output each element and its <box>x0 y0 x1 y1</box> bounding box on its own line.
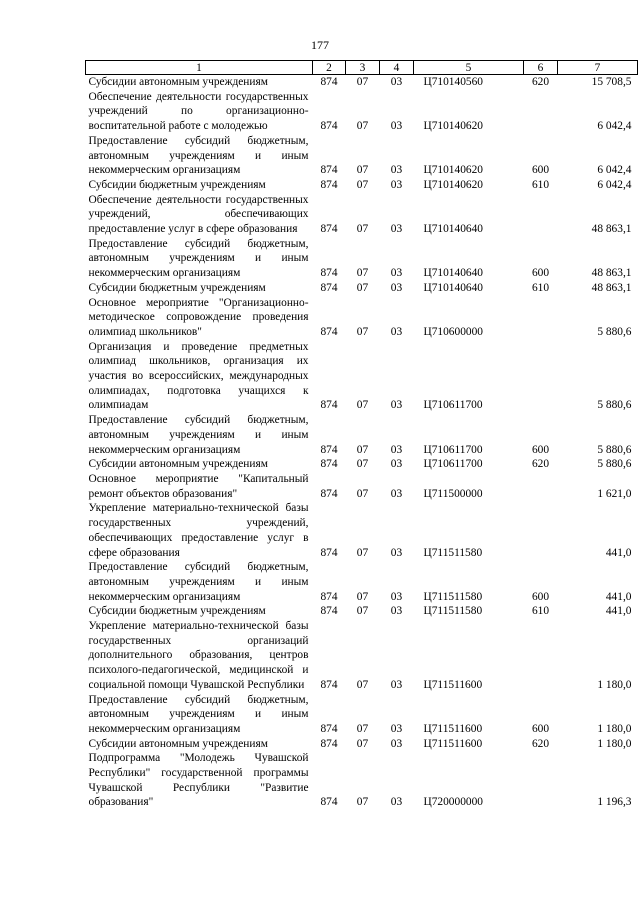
row-name: Субсидии автономным учреждениям <box>88 76 268 88</box>
row-ved: 874 <box>320 590 338 603</box>
row-pr: 03 <box>390 325 403 338</box>
table-row <box>86 604 638 619</box>
row-pr: 03 <box>390 281 403 294</box>
row-name: Обеспечение деятельности государственных учреждений по организационно-воспитательной работе с молодежью <box>88 90 309 133</box>
row-ved: 874 <box>320 722 338 735</box>
table-row <box>86 90 638 134</box>
row-name: Предоставление субсидий бюджетным, автономным учреждениям и иным некоммерческим организациям <box>88 693 309 735</box>
row-rz: 07 <box>356 487 369 500</box>
row-ved: 874 <box>320 267 338 280</box>
table-row <box>86 193 638 237</box>
row-csr: Ц711511600 <box>423 737 483 750</box>
row-name: Субсидии автономным учреждениям <box>88 737 268 750</box>
table-row <box>86 560 638 604</box>
row-vr: 600 <box>531 590 550 603</box>
row-amount: 1 621,0 <box>597 487 632 500</box>
table-row <box>86 751 638 810</box>
row-pr: 03 <box>390 487 403 500</box>
table-row <box>86 134 638 178</box>
table-row <box>86 413 638 457</box>
row-name: Обеспечение деятельности государственных учреждений, обеспечивающих предоставление услуг в сфере образования <box>88 193 309 236</box>
row-amount: 1 180,0 <box>597 722 632 735</box>
row-name: Предоставление субсидий бюджетным, автономным учреждениям и иным некоммерческим организациям <box>88 237 309 280</box>
row-vr: 600 <box>531 164 550 177</box>
row-name: Субсидии бюджетным учреждениям <box>88 605 266 618</box>
row-vr <box>524 340 558 414</box>
row-name: Укрепление материально-технической базы государственных организаций дополнительного образования, центров психолого-педагогической, медицинской и социальной помощи Чувашской Республики <box>88 620 309 691</box>
row-amount: 48 863,1 <box>591 223 632 236</box>
row-amount: 6 042,4 <box>597 178 632 191</box>
row-ved: 874 <box>320 325 338 338</box>
table-row <box>86 457 638 472</box>
row-vr: 610 <box>531 281 550 294</box>
row-amount: 5 880,6 <box>597 458 632 471</box>
header-row <box>86 61 638 75</box>
row-rz: 07 <box>356 722 369 735</box>
row-csr: Ц711500000 <box>423 487 483 500</box>
row-pr: 03 <box>390 590 403 603</box>
row-rz: 07 <box>356 546 369 559</box>
row-amount: 5 880,6 <box>597 443 632 456</box>
row-pr: 03 <box>390 678 403 691</box>
row-ved: 874 <box>320 678 338 691</box>
row-rz: 07 <box>356 76 369 88</box>
row-name: Основное мероприятие "Организационно-методическое сопровождение проведения олимпиад школьников" <box>88 296 309 338</box>
row-csr: Ц711511580 <box>423 546 483 559</box>
row-name: Субсидии бюджетным учреждениям <box>88 178 266 191</box>
table-body <box>86 75 638 811</box>
row-csr: Ц710140640 <box>423 281 483 294</box>
header-col-2: 2 <box>313 61 346 75</box>
row-name: Укрепление материально-технической базы государственных учреждений, обеспечивающих предоставление услуг в сфере образования <box>88 502 309 559</box>
table-row <box>86 737 638 752</box>
table-row <box>86 501 638 560</box>
row-rz: 07 <box>356 223 369 236</box>
row-pr: 03 <box>390 178 403 191</box>
row-csr: Ц711511600 <box>423 678 483 691</box>
row-ved: 874 <box>320 605 338 618</box>
row-pr: 03 <box>390 164 403 177</box>
row-csr: Ц710611700 <box>423 399 483 412</box>
row-csr: Ц711511580 <box>423 605 483 618</box>
row-pr: 03 <box>390 399 403 412</box>
row-name: Субсидии бюджетным учреждениям <box>88 281 266 294</box>
row-pr: 03 <box>390 546 403 559</box>
row-ved: 874 <box>320 120 338 133</box>
row-amount: 15 708,5 <box>591 76 632 88</box>
row-rz: 07 <box>356 605 369 618</box>
row-amount: 441,0 <box>605 590 632 603</box>
row-vr <box>524 296 558 340</box>
row-pr: 03 <box>390 76 403 88</box>
row-rz: 07 <box>356 458 369 471</box>
row-vr <box>524 193 558 237</box>
row-rz: 07 <box>356 120 369 133</box>
row-vr <box>524 472 558 501</box>
row-name: Предоставление субсидий бюджетным, автономным учреждениям и иным некоммерческим организациям <box>88 134 309 177</box>
row-pr: 03 <box>390 796 403 809</box>
row-vr: 600 <box>531 267 550 280</box>
row-name: Подпрограмма "Молодежь Чувашской Республики" государственной программы Чувашской Республики "Развитие образования" <box>88 752 309 809</box>
table-row <box>86 75 638 90</box>
row-rz: 07 <box>356 678 369 691</box>
row-rz: 07 <box>356 267 369 280</box>
header-col-5: 5 <box>414 61 524 75</box>
row-amount: 6 042,4 <box>597 164 632 177</box>
row-name: Основное мероприятие "Капитальный ремонт объектов образования" <box>88 472 309 500</box>
row-vr: 600 <box>531 722 550 735</box>
row-rz: 07 <box>356 443 369 456</box>
row-pr: 03 <box>390 737 403 750</box>
row-ved: 874 <box>320 487 338 500</box>
row-amount: 5 880,6 <box>597 399 632 412</box>
row-csr: Ц710140620 <box>423 178 483 191</box>
row-ved: 874 <box>320 443 338 456</box>
row-pr: 03 <box>390 443 403 456</box>
table-row <box>86 619 638 693</box>
table-row <box>86 296 638 340</box>
row-vr <box>524 501 558 560</box>
row-ved: 874 <box>320 223 338 236</box>
header-col-3: 3 <box>346 61 380 75</box>
row-vr: 610 <box>531 605 550 618</box>
row-pr: 03 <box>390 722 403 735</box>
row-csr: Ц710140620 <box>423 120 483 133</box>
budget-table <box>85 60 638 810</box>
row-csr: Ц710140640 <box>423 267 483 280</box>
table-row <box>86 237 638 281</box>
row-vr <box>524 90 558 134</box>
row-csr: Ц711511600 <box>423 722 483 735</box>
header-col-6: 6 <box>524 61 558 75</box>
row-ved: 874 <box>320 458 338 471</box>
row-ved: 874 <box>320 281 338 294</box>
row-pr: 03 <box>390 458 403 471</box>
page-number: 177 <box>311 38 329 52</box>
row-pr: 03 <box>390 267 403 280</box>
row-ved: 874 <box>320 796 338 809</box>
row-rz: 07 <box>356 281 369 294</box>
table-row <box>86 472 638 501</box>
row-ved: 874 <box>320 76 338 88</box>
header-col-1: 1 <box>86 61 313 75</box>
row-csr: Ц710611700 <box>423 458 483 471</box>
row-csr: Ц710140620 <box>423 164 483 177</box>
row-csr: Ц710140640 <box>423 223 483 236</box>
row-rz: 07 <box>356 178 369 191</box>
row-csr: Ц711511580 <box>423 590 483 603</box>
row-pr: 03 <box>390 605 403 618</box>
row-csr: Ц710611700 <box>423 443 483 456</box>
row-amount: 441,0 <box>605 605 632 618</box>
row-rz: 07 <box>356 796 369 809</box>
row-rz: 07 <box>356 737 369 750</box>
row-vr <box>524 619 558 693</box>
row-vr: 600 <box>531 443 550 456</box>
row-ved: 874 <box>320 178 338 191</box>
row-ved: 874 <box>320 737 338 750</box>
row-rz: 07 <box>356 164 369 177</box>
row-csr: Ц720000000 <box>423 796 483 809</box>
row-name: Организация и проведение предметных олимпиад школьников, организация их участия во всероссийских, международных олимпиадах, подготовка учащихся к олимпиадам <box>88 340 309 412</box>
row-rz: 07 <box>356 399 369 412</box>
row-ved: 874 <box>320 164 338 177</box>
row-amount: 1 196,3 <box>597 796 632 809</box>
table-row <box>86 281 638 296</box>
row-pr: 03 <box>390 120 403 133</box>
row-amount: 48 863,1 <box>591 281 632 294</box>
row-vr: 620 <box>531 76 550 88</box>
row-amount: 1 180,0 <box>597 678 632 691</box>
row-vr: 610 <box>531 178 550 191</box>
row-amount: 441,0 <box>605 546 632 559</box>
row-pr: 03 <box>390 223 403 236</box>
row-name: Субсидии автономным учреждениям <box>88 458 268 471</box>
row-name: Предоставление субсидий бюджетным, автономным учреждениям и иным некоммерческим организациям <box>88 414 309 456</box>
row-ved: 874 <box>320 546 338 559</box>
row-amount: 48 863,1 <box>591 267 632 280</box>
table-row <box>86 693 638 737</box>
row-name: Предоставление субсидий бюджетным, автономным учреждениям и иным некоммерческим организациям <box>88 561 309 603</box>
row-csr: Ц710600000 <box>423 325 483 338</box>
row-vr: 620 <box>531 737 550 750</box>
row-amount: 1 180,0 <box>597 737 632 750</box>
row-ved: 874 <box>320 399 338 412</box>
row-vr: 620 <box>531 458 550 471</box>
row-vr <box>524 751 558 810</box>
row-rz: 07 <box>356 325 369 338</box>
header-col-4: 4 <box>380 61 414 75</box>
row-amount: 6 042,4 <box>597 120 632 133</box>
row-amount: 5 880,6 <box>597 325 632 338</box>
header-col-7: 7 <box>558 61 638 75</box>
table-row <box>86 178 638 193</box>
row-rz: 07 <box>356 590 369 603</box>
table-header <box>86 61 638 75</box>
table-row <box>86 340 638 414</box>
row-csr: Ц710140560 <box>423 76 483 88</box>
